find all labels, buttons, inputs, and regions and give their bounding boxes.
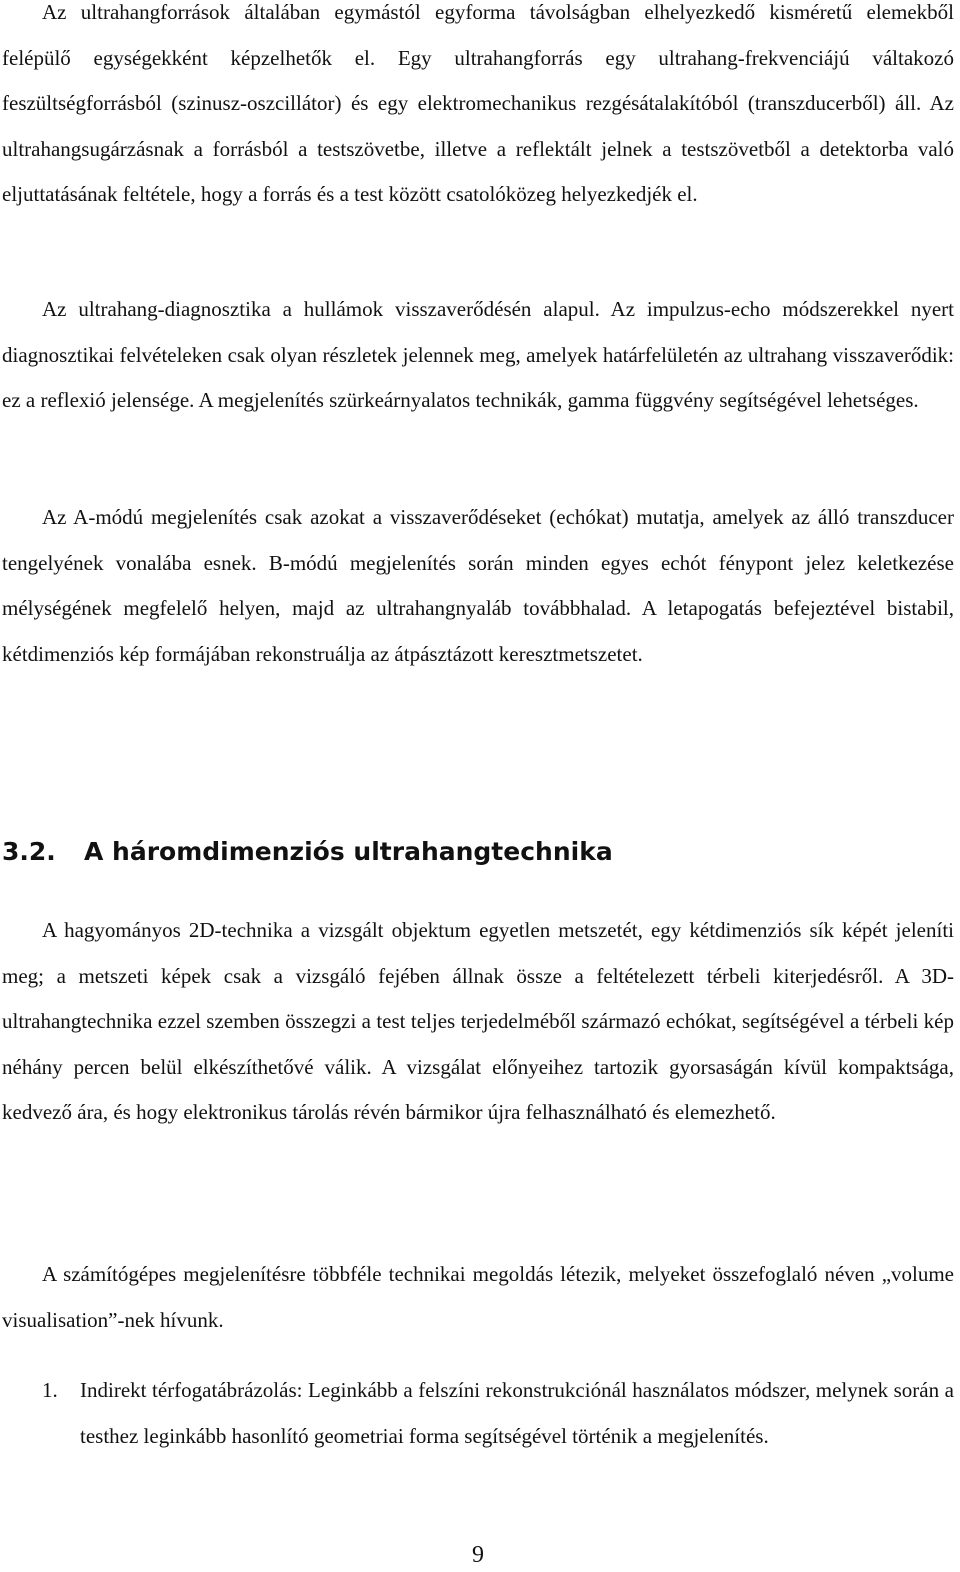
paragraph-volume-visualisation: A számítógépes megjelenítésre többféle technikai megoldás létezik, melyeket összefoglaló néven „volume visualisation”-nek hívunk. [2, 1262, 954, 1332]
list-item-text: Indirekt térfogatábrázolás: Leginkább a felszíni rekonstrukciónál használatos módszer, melynek során a testhez leginkább hasonlító geometriai forma segítségével történik a megjelenítés. [80, 1378, 954, 1448]
paragraph-diagnostics-reflection: Az ultrahang-diagnosztika a hullámok visszaverődésén alapul. Az impulzus-echo módszerekkel nyert diagnosztikai felvételeken csak olyan részletek jelennek meg, amelyek határfelületén az ultrahang visszaverődik: ez a reflexió jelensége. A megjelenítés szürkeárnyalatos technikák, gamma függvény segítségével lehetséges. [2, 297, 954, 413]
paragraph-3d-technique: A hagyományos 2D-technika a vizsgált objektum egyetlen metszetét, egy kétdimenziós sík képét jeleníti meg; a metszeti képek csak a vizsgáló fejében állnak össze a feltételezett térbeli kiterjedésről. A 3D-ultrahangtechnika ezzel szemben összegzi a test teljes terjedelméből származó echókat, segítségével a térbeli kép néhány percen belül elkészíthetővé válik. A vizsgálat előnyeihez tartozik gyorsaságán kívül kompaktsága, kedvező ára, és hogy elektronikus tárolás révén bármikor újra felhasználható és elemezhető. [2, 918, 954, 1125]
section-heading [2, 832, 613, 872]
section-number: 3.2. [2, 837, 56, 866]
list-item-marker: 1. [42, 1378, 58, 1402]
section-title: A háromdimenziós ultrahangtechnika [84, 837, 613, 866]
page-number: 9 [472, 1542, 484, 1568]
list-item [2, 1368, 954, 1459]
paragraph-display-modes: Az A-módú megjelenítés csak azokat a visszaverődéseket (echókat) mutatja, amelyek az álló transzducer tengelyének vonalába esnek. B-módú megjelenítés során minden egyes echót fénypont jelez keletkezése mélységének megfelelő helyen, majd az ultrahangnyaláb továbbhalad. A letapogatás befejeztével bistabil, kétdimenziós kép formájában rekonstruálja az átpásztázott keresztmetszetet. [2, 505, 954, 666]
paragraph-ultrasound-sources: Az ultrahangforrások általában egymástól egyforma távolságban elhelyezkedő kisméretű elemekből felépülő egységekként képzelhetők el. Egy ultrahangforrás egy ultrahang-frekvenciájú váltakozó feszültségforrásból (szinusz-oszcillátor) és egy elektromechanikus rezgésátalakítóból (transzducerből) áll. Az ultrahangsugárzásnak a forrásból a testszövetbe, illetve a reflektált jelnek a testszövetből a detektorba való eljuttatásának feltétele, hogy a forrás és a test között csatolóközeg helyezkedjék el. [2, 0, 954, 207]
